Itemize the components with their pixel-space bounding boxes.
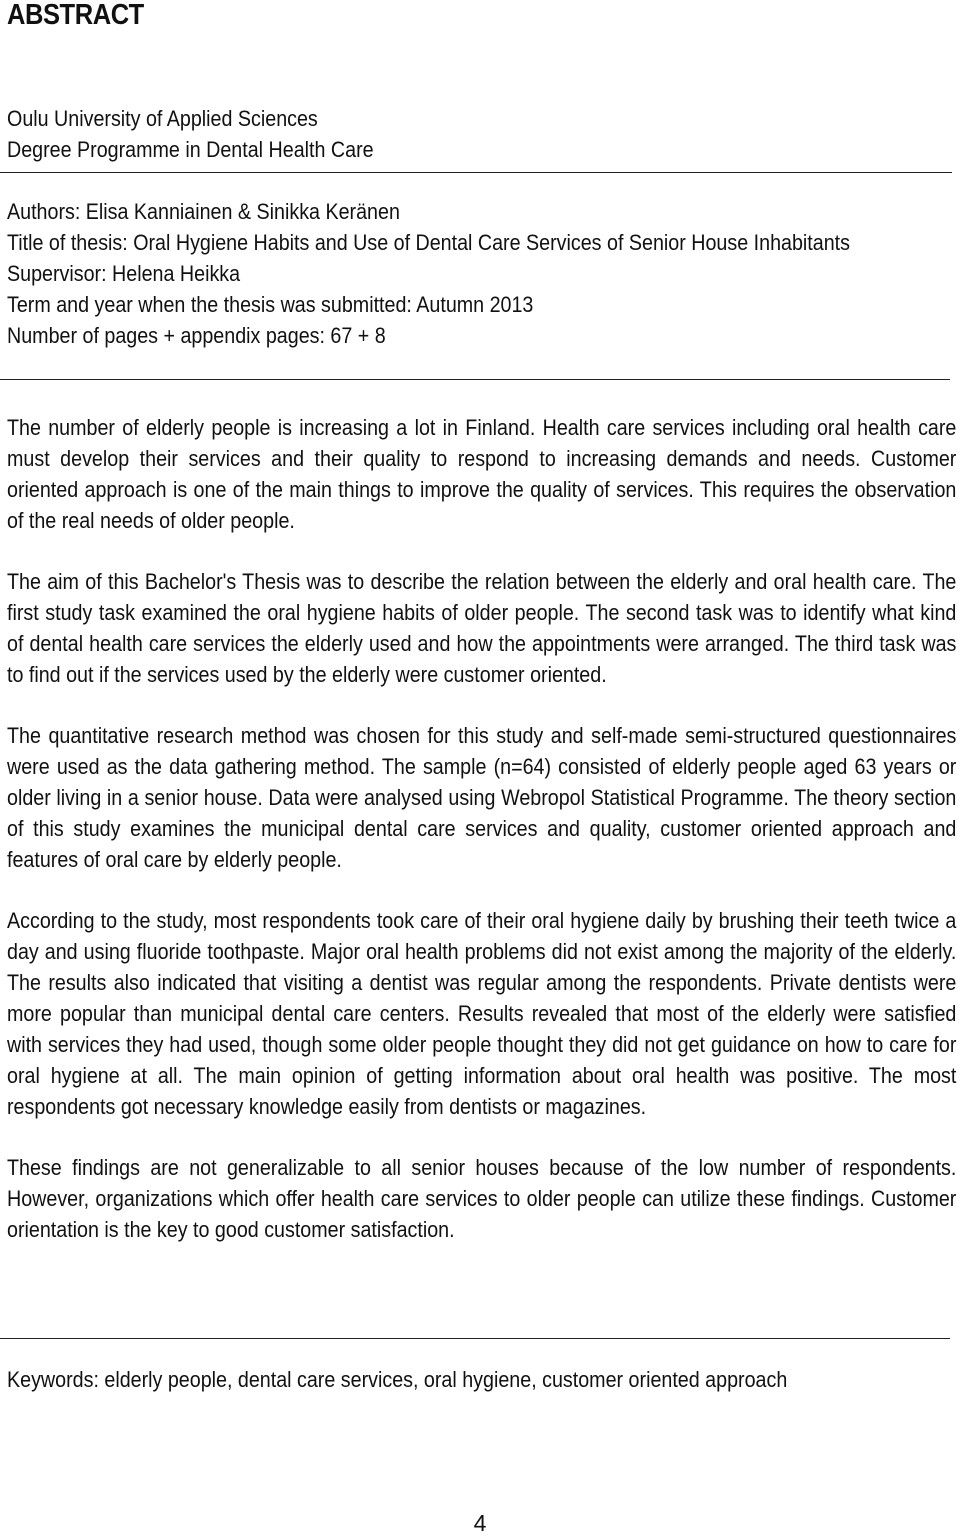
authors-line: Authors: Elisa Kanniainen & Sinikka Keränen	[7, 199, 400, 224]
abstract-paragraph: These findings are not generalizable to all senior houses because of the low number of respondents. However, organizations which offer health care services to older people can utilize these findings. Customer orientation is the key to good customer satisfaction.	[7, 1155, 957, 1242]
university-name: Oulu University of Applied Sciences	[7, 106, 318, 131]
abstract-body	[7, 412, 956, 1275]
institution-block	[7, 103, 943, 165]
keywords-line: Keywords: elderly people, dental care services, oral hygiene, customer oriented approach	[7, 1367, 788, 1392]
supervisor-line: Supervisor: Helena Heikka	[7, 261, 241, 286]
abstract-paragraph: The quantitative research method was chosen for this study and self-made semi-structured questionnaires were used as the data gathering method. The sample (n=64) consisted of elderly people aged 63 years or older living in a senior house. Data were analysed using Webropol Statistical Programme. The theory section of this study examines the municipal dental care services and quality, customer oriented approach and features of oral care by elderly people.	[7, 723, 957, 872]
thesis-title-line: Title of thesis: Oral Hygiene Habits and Use of Dental Care Services of Senior House Inhabitants	[7, 230, 850, 255]
term-line: Term and year when the thesis was submitted: Autumn 2013	[7, 292, 534, 317]
pages-line: Number of pages + appendix pages: 67 + 8	[7, 323, 386, 348]
abstract-paragraph: The number of elderly people is increasing a lot in Finland. Health care services including oral health care must develop their services and their quality to respond to increasing demands and needs. Customer oriented approach is one of the main things to improve the quality of services. This requires the observation of the real needs of older people.	[7, 415, 957, 533]
divider-top	[0, 172, 952, 173]
degree-programme: Degree Programme in Dental Health Care	[7, 137, 374, 162]
page-number: 4	[473, 1510, 487, 1536]
divider-middle	[0, 379, 950, 380]
divider-bottom	[0, 1338, 950, 1339]
thesis-info-block	[7, 196, 943, 351]
abstract-heading: ABSTRACT	[7, 0, 144, 31]
abstract-paragraph: The aim of this Bachelor's Thesis was to describe the relation between the elderly and oral health care. The first study task examined the oral hygiene habits of older people. The second task was to identify what kind of dental health care services the elderly used and how the appointments were arranged. The third task was to find out if the services used by the elderly were customer oriented.	[7, 569, 957, 687]
abstract-paragraph: According to the study, most respondents took care of their oral hygiene daily by brushing their teeth twice a day and using fluoride toothpaste. Major oral health problems did not exist among the majority of the elderly. The results also indicated that visiting a dentist was regular among the respondents. Private dentists were more popular than municipal dental care centers. Results revealed that most of the elderly were satisfied with services they had used, though some older people thought they did not get guidance on how to care for oral hygiene at all. The main opinion of getting information about oral health was positive. The most respondents got necessary knowledge easily from dentists or magazines.	[7, 908, 957, 1119]
